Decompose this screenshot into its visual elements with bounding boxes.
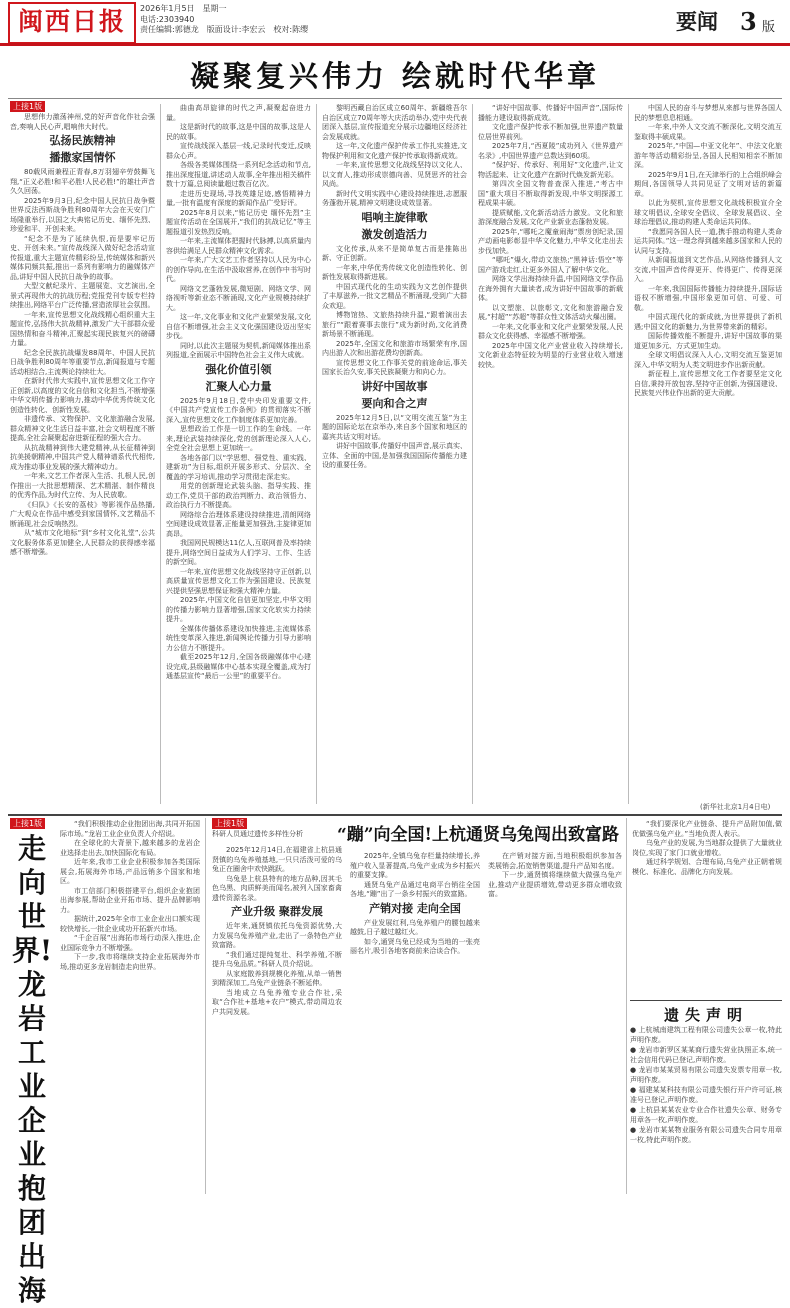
article-column-3 bbox=[322, 104, 467, 804]
story-left-body bbox=[60, 820, 200, 1192]
paragraph: 近年来,通贤镇依托乌兔资源优势,大力发展乌兔养殖产业,走出了一条特色产业致富路。 bbox=[212, 922, 342, 949]
intro-paragraph: 思想伟力激荡神州,党的好声音化作社会强音,奏响人民心声,唱响伟大时代。 bbox=[10, 113, 155, 131]
paragraph: 80载风雨兼程正青春,8万羽翅辛劳鼓舞飞翔,“正义必胜!和平必胜!人民必胜!”的雄壮声音久久回荡。 bbox=[10, 168, 155, 195]
section-name: 要闻 bbox=[676, 9, 718, 34]
story-mid-column-3 bbox=[488, 852, 622, 1192]
paragraph: 以文塑旅、以旅彰文,文化和旅游融合发展,“村超”“苏超”等群众性文体活动火爆出圈。 bbox=[478, 303, 623, 321]
paragraph: 中国式现代化的生动实践为文艺创作提供了丰厚滋养,一批文艺精品不断涌现,受到广大群众欢迎。 bbox=[322, 282, 467, 310]
notice-body bbox=[630, 1026, 782, 1145]
paragraph: 从“城市文化地标”到“乡村文化礼堂”,公共文化服务体系更加健全,人民群众的获得感幸福感不断增强。 bbox=[10, 529, 155, 556]
subheading: 唱响主旋律歌 bbox=[361, 210, 428, 224]
subheading: 强化价值引领 bbox=[205, 362, 272, 376]
paragraph: 走进历史现场,寻找英雄足迹,感悟精神力量,一批有温度有深度的新闻作品广受好评。 bbox=[166, 189, 311, 207]
paragraph: 中国式现代化的新成就,为世界提供了新机遇;中国文化的新魅力,为世界带来新的精彩。 bbox=[634, 313, 782, 331]
paragraph: 一年来,文化事业和文化产业繁荣发展,人民群众文化获得感、幸福感不断增强。 bbox=[478, 322, 623, 340]
paragraph: 讲好中国故事,传播好中国声音,展示真实、立体、全面的中国,是加强我国国际传播能力建设的重要任务。 bbox=[322, 442, 467, 469]
paragraph: 网络文艺蓬勃发展,微短剧、网络文学、网络视听等新业态不断涌现,文化产业规模持续扩大。 bbox=[166, 284, 311, 312]
paragraph: 各级各类媒体围绕一系列纪念活动和节点,推出深度报道,讲述动人故事,全年推出相关稿件数十万篇,总阅读量超过数百亿次。 bbox=[166, 161, 311, 188]
headline-rule bbox=[8, 98, 782, 99]
masthead-meta bbox=[140, 4, 316, 36]
paragraph: 通过科学规划、合理布局,乌兔产业正朝着规模化、标准化、品牌化方向发展。 bbox=[632, 858, 782, 876]
paragraph: 思想政治工作是一切工作的生命线。一年来,理论武装持续深化,党的创新理论深入人心,全党全社会思想上更加统一。 bbox=[166, 425, 311, 452]
paragraph: “保护好、传承好、利用好”文化遗产,让文物活起来、让文化遗产在新时代焕发新光彩。 bbox=[478, 161, 623, 179]
paragraph: 一年来,主流媒体把握时代脉搏,以高质量内容供给满足人民群众精神文化需求。 bbox=[166, 237, 311, 255]
paragraph: 全媒体传播体系建设加快推进,主流媒体系统性变革深入推进,新闻舆论传播力引导力影响力公信力不断提升。 bbox=[166, 624, 311, 652]
story-mid-column-1 bbox=[212, 846, 342, 1192]
paragraph: 国际传播效能不断提升,讲好中国故事的渠道更加多元、方式更加生动。 bbox=[634, 332, 782, 350]
paragraph: 大型文献纪录片、主题展览、文艺演出,全景式再现伟大的抗战历程;党报党刊专版专栏持续推出,网络平台广泛传播,营造浓厚社会氛围。 bbox=[10, 282, 155, 309]
masthead-rule bbox=[0, 43, 790, 46]
paragraph: 一年来,宣传思想文化战线精心组织重大主题宣传,弘扬伟大抗战精神,激发广大干部群众爱国热情和奋斗精神,汇聚起实现民族复兴的磅礴力量。 bbox=[10, 310, 155, 347]
paragraph: 下一步,通贤镇将继续做大做强乌兔产业,推动产业提质增效,带动更多群众增收致富。 bbox=[488, 871, 622, 898]
paragraph: 这一年,文化遗产保护传承工作扎实推进,文物保护利用和文化遗产保护传承取得新成效。 bbox=[322, 142, 467, 160]
paragraph: “我们要深化产业链条、提升产品附加值,做优做强乌兔产业。”当地负责人表示。 bbox=[632, 820, 782, 838]
paragraph: 2025年9月18日,党中央印发重要文件,《中国共产党宣传工作条例》的贯彻落实不断深入,宣传思想文化工作制度体系更加完善。 bbox=[166, 396, 311, 424]
paragraph: “哪吒”爆火,带动文旅热;“黑神话:悟空”等国产游戏走红,让更多外国人了解中华文化。 bbox=[478, 256, 623, 274]
paragraph: 用党的创新理论武装头脑、指导实践、推动工作,党员干部的政治判断力、政治领悟力、政治执行力不断提高。 bbox=[166, 482, 311, 509]
paragraph: 一年来,中外人文交流不断深化,文明交流互鉴取得丰硕成果。 bbox=[634, 123, 782, 141]
paragraph: 乌兔产业的发展,为当地群众提供了大量就业岗位,实现了家门口就业增收。 bbox=[632, 839, 782, 857]
paragraph: 如今,通贤乌兔已经成为当地的一张亮丽名片,吸引各地客商前来洽谈合作。 bbox=[350, 937, 480, 955]
paragraph: 中国人民的奋斗与梦想从来都与世界各国人民的梦想息息相通。 bbox=[634, 104, 782, 122]
paragraph: 全球文明倡议深入人心,文明交流互鉴更加深入,中华文明为人类文明进步作出新贡献。 bbox=[634, 351, 782, 369]
column-divider bbox=[316, 104, 317, 804]
paragraph: 2025年9月1日,在天津举行的上合组织峰会期间,各国领导人共同见证了文明对话的新篇章。 bbox=[634, 170, 782, 198]
article-column-5 bbox=[634, 104, 782, 798]
section-label bbox=[676, 5, 784, 39]
paragraph: 在全球化的大背景下,越来越多的龙岩企业选择走出去,加快国际化布局。 bbox=[60, 839, 200, 857]
paragraph: 《归队》《长安的荔枝》等影视作品热播,广大观众在作品中感受到家国情怀,文艺精品不断涌现,社会反响热烈。 bbox=[10, 500, 155, 528]
paragraph: 2025年7月,“西夏陵”成功列入《世界遗产名录》,中国世界遗产总数达到60项。 bbox=[478, 142, 623, 160]
paragraph: 2025年12月5日,以“文明交流互鉴”为主题的国际论坛在京举办,来自多个国家和地区的嘉宾共话文明对话。 bbox=[322, 413, 467, 441]
phone: 电话:2303940 bbox=[140, 14, 195, 24]
label-text: 科研人员通过遗传多样性分析 bbox=[212, 830, 303, 838]
paragraph: 纪念全民族抗战爆发88周年、中国人民抗日战争胜利80周年等重要节点,新闻报道与专题活动相结合,主流舆论持续壮大。 bbox=[10, 348, 155, 376]
masthead bbox=[0, 0, 790, 46]
paragraph: 2025年,中国文化自信更加坚定,中华文明的传播力影响力显著增强,国家文化软实力持续提升。 bbox=[166, 596, 311, 623]
paragraph: 一年来,宣传思想文化战线坚持守正创新,以高质量宣传思想文化工作为强国建设、民族复兴提供坚强思想保证和强大精神力量。 bbox=[166, 567, 311, 595]
notice-item-text: 龙岩市新罗区某某商行遗失营业执照正本,统一社会信用代码已登记,声明作废。 bbox=[630, 1046, 782, 1064]
paragraph: 从家庭散养到规模化养殖,从单一销售到精深加工,乌兔产业链条不断延伸。 bbox=[212, 969, 342, 987]
paragraph: 2025年,“中国—中亚文化年”、中法文化旅游年等活动精彩纷呈,各国人民相知相亲不断加深。 bbox=[634, 142, 782, 169]
paragraph: 近年来,我市工业企业积极参加各类国际展会,拓展海外市场,产品远销多个国家和地区。 bbox=[60, 858, 200, 885]
paragraph: 这一年,文化事业和文化产业繁荣发展,文化自信不断增强,社会主义文化强国建设迈出坚实步伐。 bbox=[166, 313, 311, 340]
paragraph: 下一步,我市将继续支持企业拓展海外市场,推动更多龙岩制造走向世界。 bbox=[60, 953, 200, 971]
paragraph: 我国网民规模达11亿人,互联网普及率持续提升,网络空间日益成为人们学习、工作、生活的新空间。 bbox=[166, 539, 311, 566]
column-divider bbox=[628, 104, 629, 804]
paragraph: 各地各部门以“学思想、强党性、重实践、建新功”为目标,组织开展多形式、分层次、全覆盖的学习培训,推动学习贯彻走深走实。 bbox=[166, 453, 311, 481]
paragraph: 当地成立乌兔养殖专业合作社,采取“合作社+基地+农户”模式,带动周边农户共同发展。 bbox=[212, 988, 342, 1016]
page-suffix: 版 bbox=[762, 20, 776, 35]
article-column-1 bbox=[10, 113, 155, 803]
continued-tag: 上接1版 bbox=[10, 818, 45, 829]
lost-notice-box bbox=[630, 1004, 782, 1192]
editor: 责任编辑:郭德龙 bbox=[140, 25, 199, 34]
column-divider bbox=[472, 104, 473, 804]
continued-tag: 上接1版 bbox=[10, 101, 45, 112]
paragraph: 通贤乌兔产品通过电商平台销往全国各地,“蹦”出了一条乡村振兴的致富路。 bbox=[350, 880, 480, 898]
paragraph: 据统计,2025年全市工业企业出口额实现较快增长,一批企业成功开拓新兴市场。 bbox=[60, 915, 200, 933]
paragraph: 同时,以此次主题展为契机,新闻媒体推出系列报道,全面展示中国特色社会主义伟大成就。 bbox=[166, 341, 311, 359]
paragraph: 2025年,全国文化和旅游市场繁荣有序,国内出游人次和出游花费均创新高。 bbox=[322, 339, 467, 357]
article-byline: (新华社北京1月4日电) bbox=[700, 803, 771, 811]
paragraph: 一年来,广大文艺工作者坚持以人民为中心的创作导向,在生活中汲取营养,在创作中书写时代。 bbox=[166, 256, 311, 283]
notice-title: 遗失声明 bbox=[663, 1006, 748, 1024]
notice-item: ● 龙岩市新罗区某某商行遗失营业执照正本,统一社会信用代码已登记,声明作废。 bbox=[630, 1046, 782, 1064]
story-right-column bbox=[632, 820, 782, 996]
paragraph: 网络综合治理体系建设持续推进,清朗网络空间建设成效显著,正能量更加强劲,主旋律更加高昂。 bbox=[166, 510, 311, 538]
subheading: 要向和合之声 bbox=[361, 396, 428, 410]
paragraph: 一年来,中华优秀传统文化创造性转化、创新性发展取得新进展。 bbox=[322, 263, 467, 281]
paragraph: 从新闻报道到文艺作品,从网络传播到人文交流,中国声音传得更开、传得更广、传得更深入。 bbox=[634, 256, 782, 283]
notice-item-text: 上杭县某某农业专业合作社遗失公章、财务专用章各一枚,声明作废。 bbox=[630, 1106, 782, 1124]
story-title: “蹦”向全国!上杭通贤乌兔闯出致富路 bbox=[336, 825, 620, 845]
paragraph: 黎明西藏自治区成立60周年、新疆维吾尔自治区成立70周年等大庆活动举办,党中央代表团深入基层,宣传报道充分展示边疆地区经济社会发展成就。 bbox=[322, 104, 467, 141]
paragraph: “我愿同各国人民一道,携手推动构建人类命运共同体。”这一理念得到越来越多国家和人民的认同与支持。 bbox=[634, 227, 782, 255]
layout-designer: 版面设计:李宏云 bbox=[206, 25, 266, 34]
article-column-4 bbox=[478, 104, 623, 804]
paragraph: 文化遗产保护传承不断加强,世界遗产数量位居世界前列。 bbox=[478, 123, 623, 141]
paragraph: 宣传思想文化工作事关党的前途命运,事关国家长治久安,事关民族凝聚力和向心力。 bbox=[322, 358, 467, 376]
paragraph: 新时代文明实践中心建设持续推进,志愿服务蓬勃开展,精神文明建设成效显著。 bbox=[322, 189, 467, 207]
section-rule bbox=[8, 814, 782, 816]
paragraph: 非遗传承、文物保护、文化旅游融合发展,群众精神文化生活日益丰富,社会文明程度不断提高,全社会凝聚起奋进新征程的强大合力。 bbox=[10, 415, 155, 442]
article-column-2 bbox=[166, 104, 311, 804]
paragraph: 网络文学出海持续升温,中国网络文学作品在海外拥有大量读者,成为讲好中国故事的新载体。 bbox=[478, 275, 623, 302]
notice-item: ● 龙岩市某某贸易有限公司遗失发票专用章一枚,声明作废。 bbox=[630, 1066, 782, 1084]
notice-item-text: 上杭城南建筑工程有限公司遗失公章一枚,特此声明作废。 bbox=[630, 1026, 782, 1044]
paragraph: 一年来,文艺工作者深入生活、扎根人民,创作推出一大批思想精深、艺术精湛、制作精良的优秀作品,为时代立传、为人民放歌。 bbox=[10, 472, 155, 499]
notice-item-text: 龙岩市某某物业服务有限公司遗失合同专用章一枚,特此声明作废。 bbox=[630, 1126, 782, 1144]
paragraph: “千企百展”出海拓市场行动深入推进,企业国际竞争力不断增强。 bbox=[60, 934, 200, 952]
paragraph: “我们积极推动企业抱团出海,共同开拓国际市场。”龙岩工业企业负责人介绍说。 bbox=[60, 820, 200, 838]
paragraph: 2025年,“哪吒之魔童闹海”票房创纪录,国产动画电影彰显中华文化魅力,中华文化走出去步伐加快。 bbox=[478, 227, 623, 255]
subheading: 激发创造活力 bbox=[361, 227, 428, 241]
paragraph: “纪念不是为了延续仇恨,而是要牢记历史、开创未来。”宣传战线深入做好纪念活动宣传报道,重大主题宣传精彩纷呈,传统媒体和新兴媒体同频共振,推出一系列有影响力的融媒体产品,讲好中国人民抗日战争的故事。 bbox=[10, 234, 155, 281]
notice-item-text: 龙岩市某某贸易有限公司遗失发票专用章一枚,声明作废。 bbox=[630, 1066, 782, 1084]
story-mid-column-2 bbox=[350, 852, 480, 1192]
subheading: 播撒家国情怀 bbox=[49, 151, 116, 164]
paragraph: 市工信部门积极搭建平台,组织企业抱团出海参展,帮助企业开拓市场、提升品牌影响力。 bbox=[60, 886, 200, 914]
paragraph: 乌兔是上杭县特有的地方品种,因其毛色乌黑、肉质鲜美而闻名,被列入国家畜禽遗传资源名录。 bbox=[212, 874, 342, 902]
paragraph: 在新时代伟大实践中,宣传思想文化工作守正创新,以高度的文化自信和文化担当,不断增强中华文明传播力影响力,推动中华优秀传统文化创造性转化、创新性发展。 bbox=[10, 377, 155, 414]
paragraph: 2025年8月以来,“铭记历史 缅怀先烈”主题宣传活动在全国展开,“我们的抗战记忆”等主题报道引发热烈反响。 bbox=[166, 208, 311, 236]
paragraph: 博物馆热、文旅热持续升温,“跟着演出去旅行”“跟着赛事去旅行”成为新时尚,文化消费新场景不断涌现。 bbox=[322, 311, 467, 338]
paragraph: 新征程上,宣传思想文化工作者要坚定文化自信,秉持开放包容,坚持守正创新,为强国建设、民族复兴伟业作出新的更大贡献。 bbox=[634, 370, 782, 397]
paragraph: 这是新时代的故事,这是中国的故事,这是人民的故事。 bbox=[166, 123, 311, 141]
subheading: 汇聚人心力量 bbox=[205, 379, 272, 393]
paragraph: 宣传战线深入基层一线,记录时代变迁,反映群众心声。 bbox=[166, 142, 311, 160]
paragraph: 2025年9月3日,纪念中国人民抗日战争暨世界反法西斯战争胜利80周年大会在天安门广场隆重举行,以国之大典铭记历史、缅怀先烈、珍爱和平、开创未来。 bbox=[10, 196, 155, 233]
subheading: 产业升级 聚群发展 bbox=[231, 905, 323, 918]
paragraph: 提质赋能,文化新活动活力激发。文化和旅游深度融合发展,文化产业新业态蓬勃发展。 bbox=[478, 208, 623, 226]
issue-weekday: 星期一 bbox=[202, 4, 227, 13]
paragraph: 2025年12月14日,在福建省上杭县通贤镇的乌兔养殖基地,一只只活泼可爱的乌兔正在圈舍中欢快跳跃。 bbox=[212, 846, 342, 873]
paragraph: “我们通过提纯复壮、科学养殖,不断提升乌兔品质。”科研人员介绍说。 bbox=[212, 950, 342, 968]
paragraph: 截至2025年12月,全国各级融媒体中心建设完成,县级融媒体中心基本实现全覆盖,成为打通基层宣传“最后一公里”的重要平台。 bbox=[166, 653, 311, 680]
paragraph: 第四次全国文物普查深入推进,“考古中国”重大项目不断取得新发现,中华文明探源工程成果丰硕。 bbox=[478, 180, 623, 207]
continued-tag: 上接1版 bbox=[212, 818, 247, 829]
paragraph: 文化传承,从来不是简单复古而是推陈出新、守正创新。 bbox=[322, 244, 467, 262]
column-divider bbox=[626, 818, 627, 1194]
paragraph: 以此为契机,宣传思想文化战线积极宣介全球文明倡议,全球安全倡议、全球发展倡议、全球治理倡议,推动构建人类命运共同体。 bbox=[634, 199, 782, 226]
page-number: 3 bbox=[740, 7, 757, 36]
subheading: 弘扬民族精神 bbox=[49, 134, 116, 147]
subheading: 产销对接 走向全国 bbox=[369, 901, 461, 915]
notice-item: ● 上杭县某某农业专业合作社遗失公章、财务专用章各一枚,声明作废。 bbox=[630, 1106, 782, 1124]
vertical-headline: 走向世界!龙岩工业企业抱团出海 bbox=[11, 832, 53, 1307]
newspaper-logo: 闽西日报 bbox=[8, 2, 136, 44]
column-divider bbox=[160, 104, 161, 804]
column-divider bbox=[205, 818, 206, 1194]
paragraph: 产业发展红利,乌兔养殖户的腰包越来越鼓,日子越过越红火。 bbox=[350, 918, 480, 936]
paragraph: 从抗战精神到伟大建党精神,从长征精神到抗美援朝精神,中国共产党人精神谱系代代相传,成为推动事业发展的强大精神动力。 bbox=[10, 443, 155, 471]
paragraph: 一年来,我国国际传播能力持续提升,国际话语权不断增强,中国形象更加可信、可爱、可敬。 bbox=[634, 284, 782, 312]
paragraph: 2025年中国文化产业营业收入持续增长,文化新业态特征较为明显的行业营业收入增速较快。 bbox=[478, 341, 623, 369]
issue-date: 2026年1月5日 bbox=[140, 4, 195, 13]
proofreader: 校对:陈缨 bbox=[273, 25, 309, 34]
notice-item-text: 福建某某科技有限公司遗失银行开户许可证,核准号已登记,声明作废。 bbox=[630, 1086, 782, 1104]
story-mid-label bbox=[212, 830, 337, 842]
notice-item: ● 福建某某科技有限公司遗失银行开户许可证,核准号已登记,声明作废。 bbox=[630, 1086, 782, 1104]
paragraph: 曲曲高昂旋律的时代之声,凝聚起奋进力量。 bbox=[166, 104, 311, 122]
paragraph: 在产销对接方面,当地积极组织参加各类展销会,拓宽销售渠道,提升产品知名度。 bbox=[488, 852, 622, 870]
paragraph: “讲好中国故事、传播好中国声音”,国际传播能力建设取得新成效。 bbox=[478, 104, 623, 122]
subheading: 讲好中国故事 bbox=[361, 379, 428, 393]
main-headline: 凝聚复兴伟力 绘就时代华章 bbox=[189, 59, 601, 93]
notice-rule bbox=[630, 1000, 782, 1001]
notice-item: ● 上杭城南建筑工程有限公司遗失公章一枚,特此声明作废。 bbox=[630, 1026, 782, 1044]
paragraph: 2025年,全镇乌兔存栏量持续增长,养殖户收入显著提高,乌兔产业成为乡村振兴的重要支撑。 bbox=[350, 852, 480, 879]
paragraph: 一年来,宣传思想文化战线坚持以文化人、以文育人,推动形成崇德向善、见贤思齐的社会风尚。 bbox=[322, 161, 467, 188]
notice-item: ● 龙岩市某某物业服务有限公司遗失合同专用章一枚,特此声明作废。 bbox=[630, 1126, 782, 1144]
